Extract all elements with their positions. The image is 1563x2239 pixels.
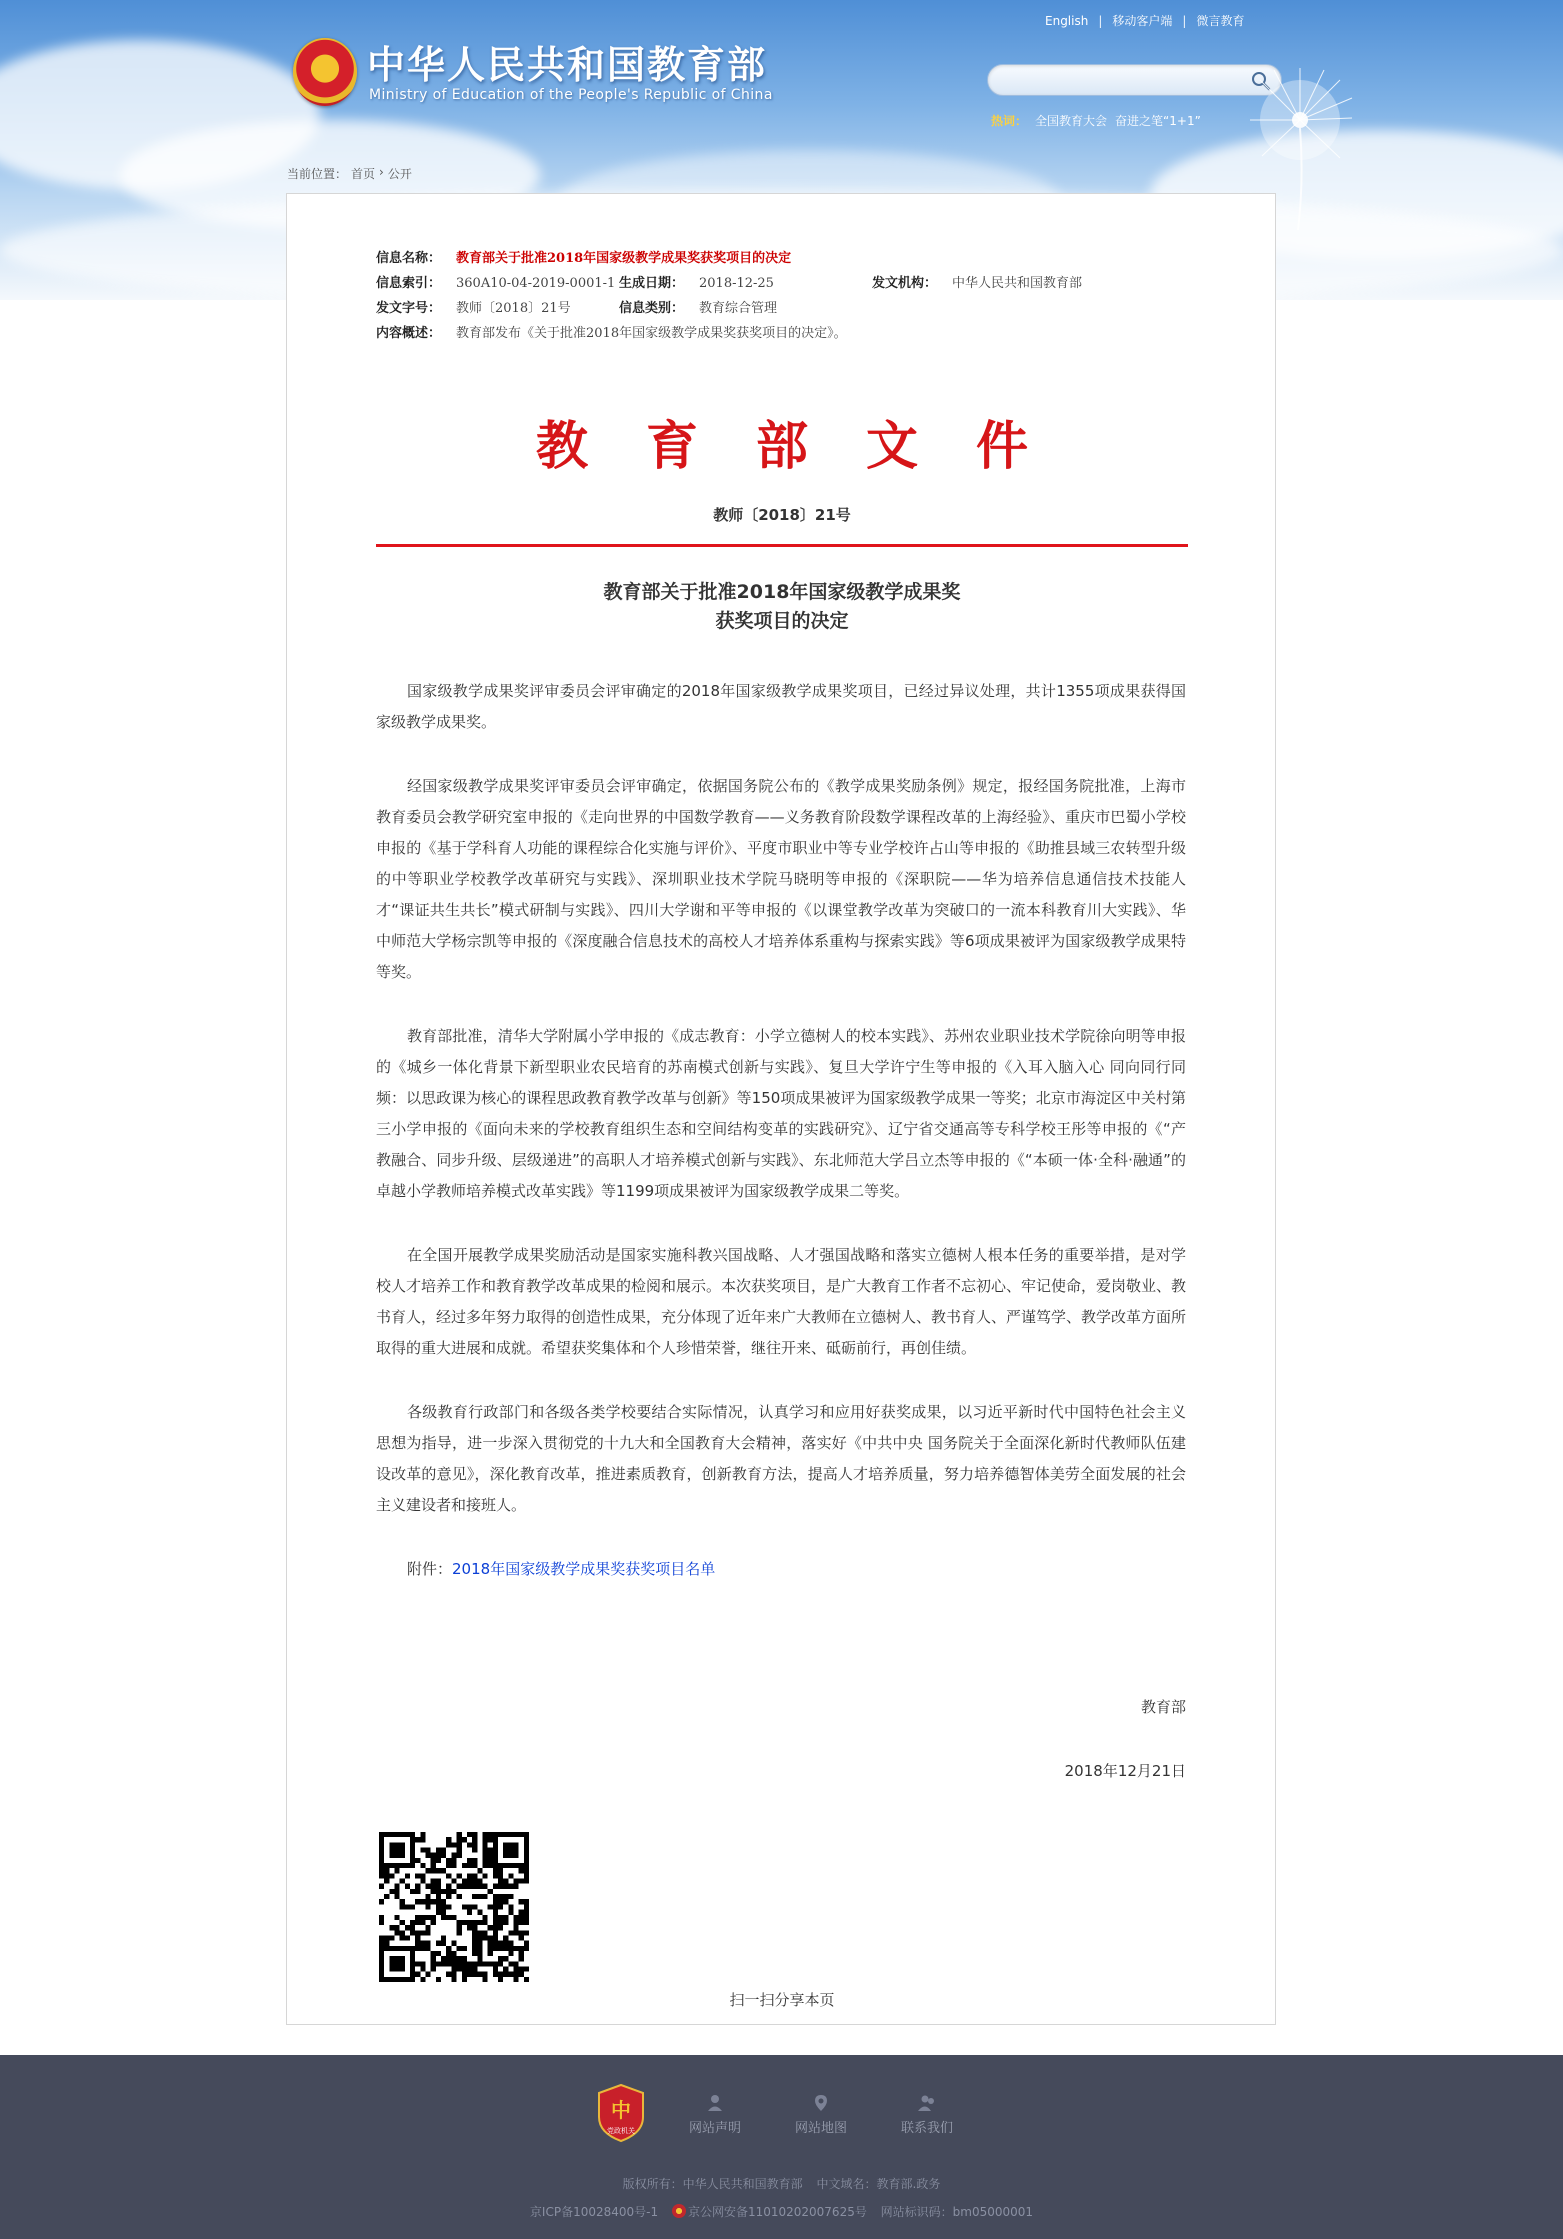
attachment-label: 附件： [407,1560,453,1578]
site-id-text: 网站标识码：bm05000001 [880,2205,1034,2219]
meta-date-label: 生成日期： [619,276,685,291]
contacts-icon [917,2093,937,2113]
meta-index-label: 信息索引： [376,276,442,291]
body-paragraph: 教育部批准，清华大学附属小学申报的《成志教育：小学立德树人的校本实践》、苏州农业职业技术学院徐向明等申报的《城乡一体化背景下新型职业农民培育的苏南模式创新与实践》、复旦大学许宁生等申报的《入耳入脑入心 同向同行同频：以思政课为核心的课程思政教育教学改革与创新》等150项成果被评为国家级教学成果一等奖；北京市海淀区中关村第三小学申报的《面向未来的学校教育组织生态和空间结构变革的实践研究》、辽宁省交通高等专科学校王彤等申报的《“产教融合、同步升级、层级递进”的高职人才培养模式创新与实践》、东北师范大学吕立杰等申报的《“本硕一体·全科·融通”的卓越小学教师培养模式改革实践》等1199项成果被评为国家级教学成果二等奖。 [376,1027,1186,1200]
person-icon [705,2093,725,2113]
footer-registration-line [0,2203,1563,2220]
meta-docno-value: 教师〔2018〕21号 [456,301,571,316]
meta-summary-value: 教育部发布《关于批准2018年国家级教学成果奖获奖项目的决定》。 [456,326,847,341]
body-paragraph: 在全国开展教学成果奖励活动是国家实施科教兴国战略、人才强国战略和落实立德树人根本任务的重要举措，是对学校人才培养工作和教育教学改革成果的检阅和展示。本次获奖项目，是广大教育工作者不忘初心、牢记使命，爱岗敬业、教书育人，经过多年努力取得的创造性成果，充分体现了近年来广大教师在立德树人、教书育人、严谨笃学、教学改革方面所取得的重大进展和成就。希望获奖集体和个人珍惜荣誉，继往开来、砥砺前行，再创佳绩。 [376,1246,1187,1357]
sign-date: 2018年12月21日 [1064,1762,1186,1780]
top-links [1045,12,1285,29]
weiyan-link[interactable]: 微言教育 [1196,14,1245,28]
footer-link-label: 网站地图 [794,2121,847,2136]
attachment-line [376,1554,1186,1585]
attachment-link[interactable]: 2018年国家级教学成果奖获奖项目名单 [452,1560,716,1578]
meta-name-value: 教育部关于批准2018年国家级教学成果奖获奖项目的决定 [456,251,792,266]
location-pin-icon [811,2093,831,2113]
document-title-line-2: 获奖项目的决定 [715,610,849,632]
mobile-client-link[interactable]: 移动客户端 [1112,14,1173,28]
site-footer [0,2055,1563,2239]
meta-summary-label: 内容概述： [376,326,442,341]
document-meta [376,246,1196,346]
footer-sitemap-link[interactable] [781,2093,861,2136]
meta-name-label: 信息名称： [376,251,442,266]
document-number: 教师〔2018〕21号 [713,506,851,524]
document-container [286,193,1276,2025]
hot-word-link[interactable]: 全国教育大会 [1035,114,1108,128]
body-paragraph: 各级教育行政部门和各级各类学校要结合实际情况，认真学习和应用好获奖成果，以习近平新时代中国特色社会主义思想为指导，进一步深入贯彻党的十九大和全国教育大会精神，落实好《中共中央 国务院关于全面深化新时代教师队伍建设改革的意见》，深化教育改革，推进素质教育，创新教育方法，提高人才培养质量，努力培养德智体美劳全面发展的社会主义建设者和接班人。 [376,1403,1186,1514]
document-body [376,676,1186,1611]
meta-category-value: 教育综合管理 [699,301,778,316]
svg-text:中: 中 [611,2098,631,2122]
divider: | [1182,13,1187,28]
meta-index-value: 360A10-04-2019-0001-1 [456,276,616,291]
meta-org-label: 发文机构： [872,276,938,291]
meta-date-value: 2018-12-25 [699,276,774,291]
footer-contact-link[interactable] [887,2093,967,2136]
hot-words-label: 热词： [991,114,1028,128]
meta-docno-label: 发文字号： [376,301,442,316]
document-title-line-1: 教育部关于批准2018年国家级教学成果奖 [603,581,961,603]
breadcrumb-home-link[interactable]: 首页 [351,167,376,181]
breadcrumb-public-link[interactable]: 公开 [387,167,412,181]
breadcrumb [287,165,412,182]
badge-text: 党政机关 [607,2127,635,2135]
copyright-text: 版权所有：中华人民共和国教育部 [622,2177,803,2191]
footer-statement-link[interactable] [675,2093,755,2136]
scan-to-share-text: 扫一扫分享本页 [729,1991,835,2009]
signer: 教育部 [1140,1698,1186,1716]
meta-org-value: 中华人民共和国教育部 [952,276,1083,291]
body-paragraph: 经国家级教学成果奖评审委员会评审确定，依据国务院公布的《教学成果奖励条例》规定，报经国务院批准，上海市教育委员会教学研究室申报的《走向世界的中国数学教育——义务教育阶段数学课程改革的上海经验》、重庆市巴蜀小学校申报的《基于学科育人功能的课程综合化实施与评价》、平度市职业中等专业学校许占山等申报的《助推县域三农转型升级的中等职业学校教学改革研究与实践》、深圳职业技术学院马晓明等申报的《深职院——华为培养信息通信技术技能人才“课证共生共长”模式研制与实践》、四川大学谢和平等申报的《以课堂教学改革为突破口的一流本科教育川大实践》、华中师范大学杨宗凯等申报的《深度融合信息技术的高校人才培养体系重构与探索实践》等6项成果被评为国家级教学成果特等奖。 [376,777,1186,981]
footer-copyright-line [0,2175,1563,2192]
police-record-link[interactable]: 京公网安备11010202007625号 [687,2205,867,2219]
site-subtitle: Ministry of Education of the People's Republic of China [369,87,773,103]
police-badge-icon [672,2204,686,2218]
search-box [987,64,1282,96]
breadcrumb-label: 当前位置： [287,167,348,181]
document-title [287,578,1277,636]
footer-link-label: 网站声明 [688,2121,741,2136]
english-link[interactable]: English [1045,13,1089,28]
party-government-badge-icon[interactable] [596,2083,646,2143]
red-divider [376,544,1188,547]
qr-code-icon [379,1832,529,1982]
cn-domain-text: 中文域名：教育部.政务 [816,2177,941,2191]
site-title[interactable]: 中华人民共和国教育部 [367,43,768,87]
breadcrumb-separator: › [379,165,384,179]
search-input[interactable] [1002,70,1242,90]
footer-link-label: 联系我们 [900,2121,953,2136]
national-emblem-icon[interactable] [293,38,357,106]
meta-category-label: 信息类别： [619,301,685,316]
icp-link[interactable]: 京ICP备10028400号-1 [529,2205,659,2219]
divider: | [1098,13,1103,28]
document-header-title: 教育部文件 [535,416,1086,477]
site-header [285,0,1278,190]
body-paragraph: 国家级教学成果奖评审委员会评审确定的2018年国家级教学成果奖项目，已经过异议处理，共计1355项成果获得国家级教学成果奖。 [376,682,1186,731]
hot-words [991,112,1201,129]
hot-word-link[interactable]: 奋进之笔“1+1” [1115,114,1201,128]
